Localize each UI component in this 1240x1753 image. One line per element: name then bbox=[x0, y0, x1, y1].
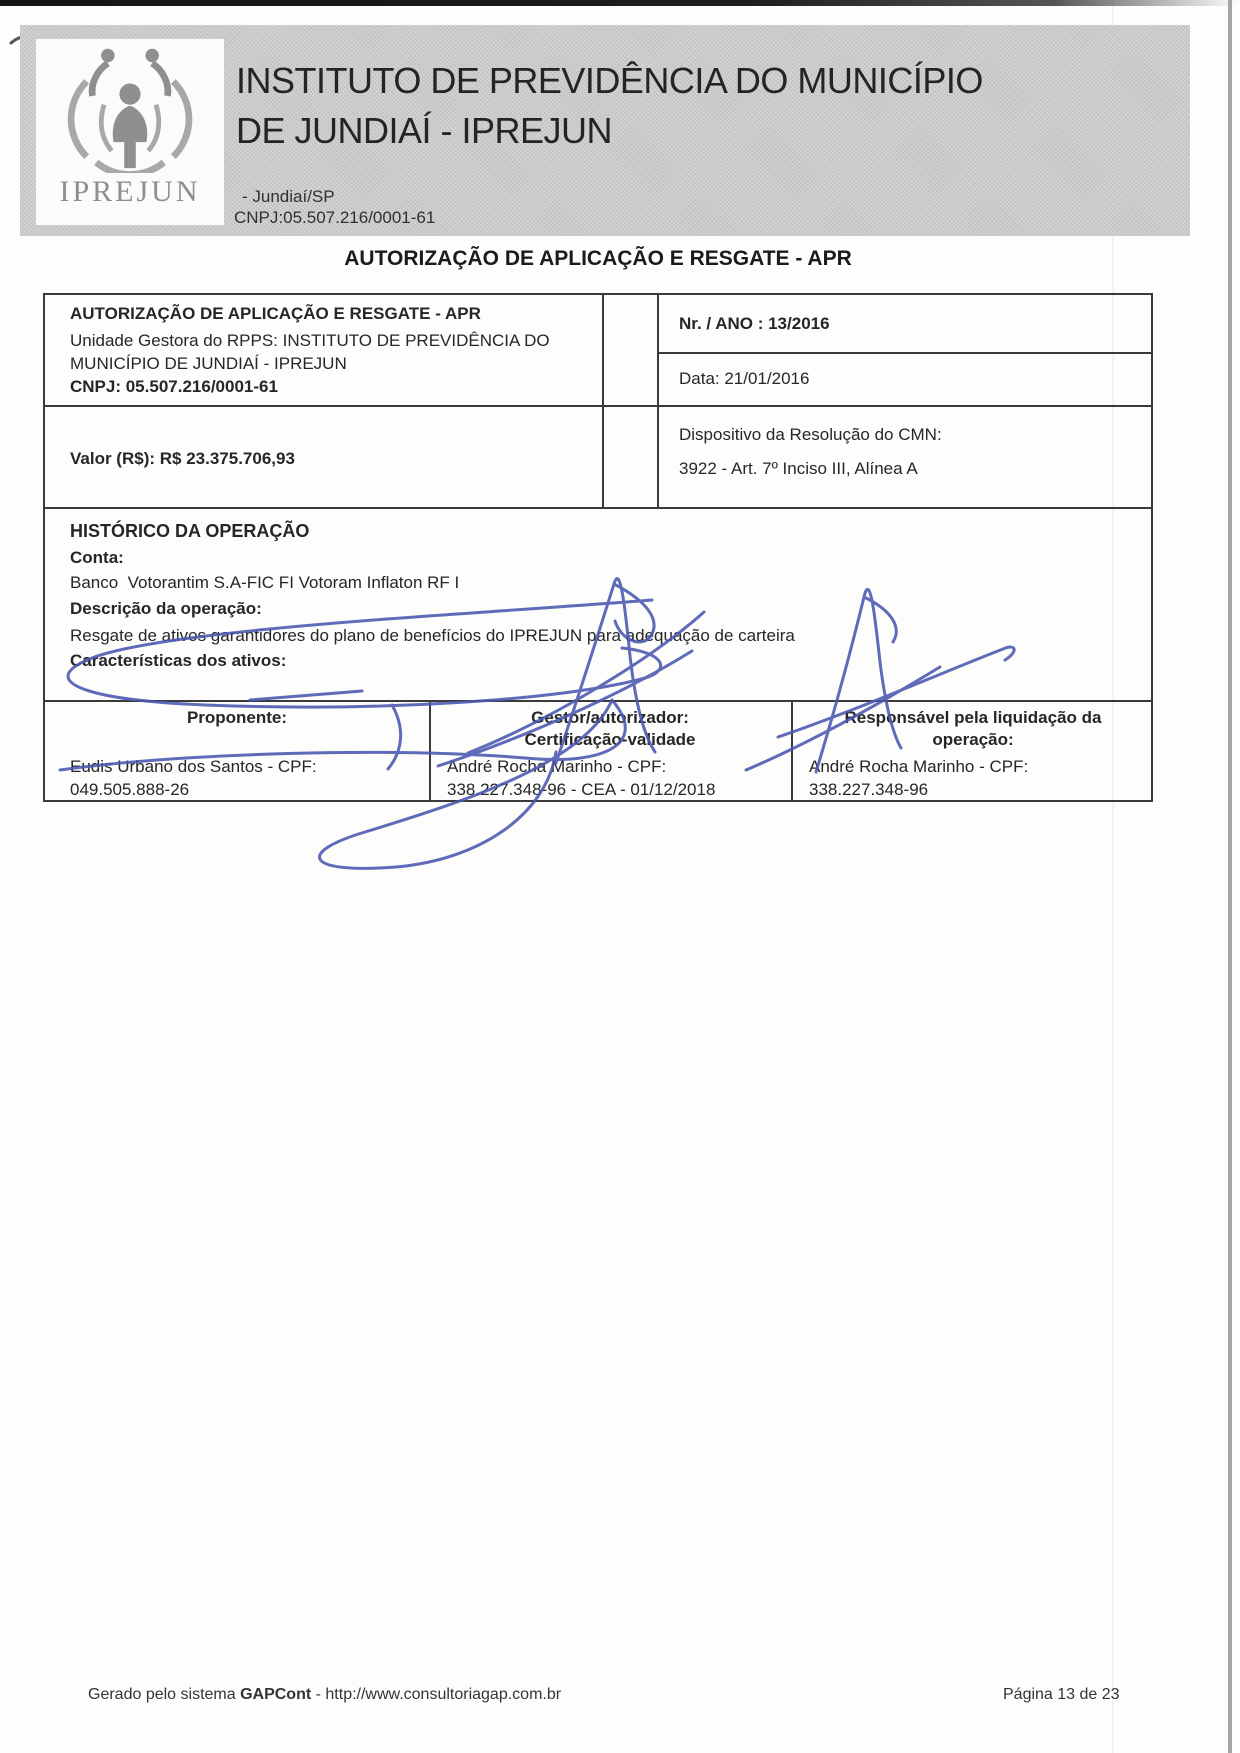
row-divider-1 bbox=[45, 405, 1151, 407]
signature-role-liquidacao-line2: operação: bbox=[932, 730, 1014, 749]
org-name-line2: DE JUNDIAÍ - IPREJUN bbox=[236, 110, 613, 151]
valor-field: Valor (R$): R$ 23.375.706,93 bbox=[70, 449, 295, 468]
footer-generated-prefix: Gerado pelo sistema bbox=[88, 1686, 241, 1703]
document-title: AUTORIZAÇÃO DE APLICAÇÃO E RESGATE - APR bbox=[344, 247, 852, 270]
signature-role-gestor: Gestor/autorizador: bbox=[531, 708, 689, 727]
row-divider-nr-data bbox=[657, 352, 1151, 354]
unidade-gestora: Unidade Gestora do RPPS: INSTITUTO DE PREVIDÊNCIA DO MUNICÍPIO DE JUNDIAÍ - IPREJUN bbox=[70, 331, 550, 373]
scan-right-edge-shadow bbox=[1228, 0, 1232, 1753]
row-divider-2 bbox=[45, 507, 1151, 509]
form-cnpj: CNPJ: 05.507.216/0001-61 bbox=[70, 377, 278, 396]
conta-label: Conta: bbox=[70, 548, 124, 567]
descricao-value: Resgate de ativos garantidores do plano de benefícios do IPREJUN para adequação de carteira bbox=[70, 626, 795, 645]
descricao-label: Descrição da operação: bbox=[70, 599, 262, 618]
footer-generated-suffix: - http://www.consultoriagap.com.br bbox=[311, 1686, 562, 1703]
scan-top-edge-artifact bbox=[0, 0, 1240, 6]
org-cnpj: CNPJ:05.507.216/0001-61 bbox=[234, 208, 436, 227]
signature-name-proponente: Eudis Urbano dos Santos - CPF: bbox=[70, 757, 317, 776]
signature-role-gestor-line2: Certificação-validade bbox=[524, 730, 696, 749]
footer-generated-by bbox=[88, 1686, 561, 1704]
people-globe-logo-icon bbox=[55, 43, 205, 173]
conta-value: Banco Votorantim S.A-FIC FI Votoram Inflaton RF I bbox=[70, 573, 460, 592]
dispositivo-value: 3922 - Art. 7º Inciso III, Alínea A bbox=[679, 459, 918, 478]
signature-role-proponente: Proponente: bbox=[186, 708, 288, 727]
signature-cpf-proponente: 049.505.888-26 bbox=[70, 780, 190, 799]
column-divider-inner bbox=[657, 295, 659, 507]
footer-page-number: Página 13 de 23 bbox=[1003, 1686, 1120, 1703]
nr-ano-field: Nr. / ANO : 13/2016 bbox=[679, 314, 830, 333]
footer-system-name: GAPCont bbox=[240, 1686, 312, 1703]
historico-title: HISTÓRICO DA OPERAÇÃO bbox=[70, 521, 310, 541]
caracteristicas-label: Características dos ativos: bbox=[70, 651, 287, 670]
row-divider-signatures bbox=[45, 700, 1151, 702]
logo-wordmark: IPREJUN bbox=[59, 175, 201, 208]
dispositivo-label: Dispositivo da Resolução do CMN: bbox=[679, 425, 942, 444]
signature-cpf-liquidacao: 338.227.348-96 bbox=[809, 780, 929, 799]
apr-form-table bbox=[43, 293, 1153, 802]
signature-role-liquidacao: Responsável pela liquidação da bbox=[844, 708, 1102, 727]
signature-name-gestor: André Rocha Marinho - CPF: bbox=[447, 757, 667, 776]
signature-cpf-gestor: 338.227.348-96 - CEA - 01/12/2018 bbox=[447, 780, 716, 799]
org-city: - Jundiaí/SP bbox=[242, 187, 335, 206]
signature-name-liquidacao: André Rocha Marinho - CPF: bbox=[809, 757, 1029, 776]
column-divider bbox=[602, 295, 604, 507]
org-logo bbox=[36, 39, 224, 225]
data-field: Data: 21/01/2016 bbox=[679, 369, 810, 388]
org-name-line1: INSTITUTO DE PREVIDÊNCIA DO MUNICÍPIO bbox=[236, 60, 983, 101]
form-box-title: AUTORIZAÇÃO DE APLICAÇÃO E RESGATE - APR bbox=[70, 304, 481, 323]
